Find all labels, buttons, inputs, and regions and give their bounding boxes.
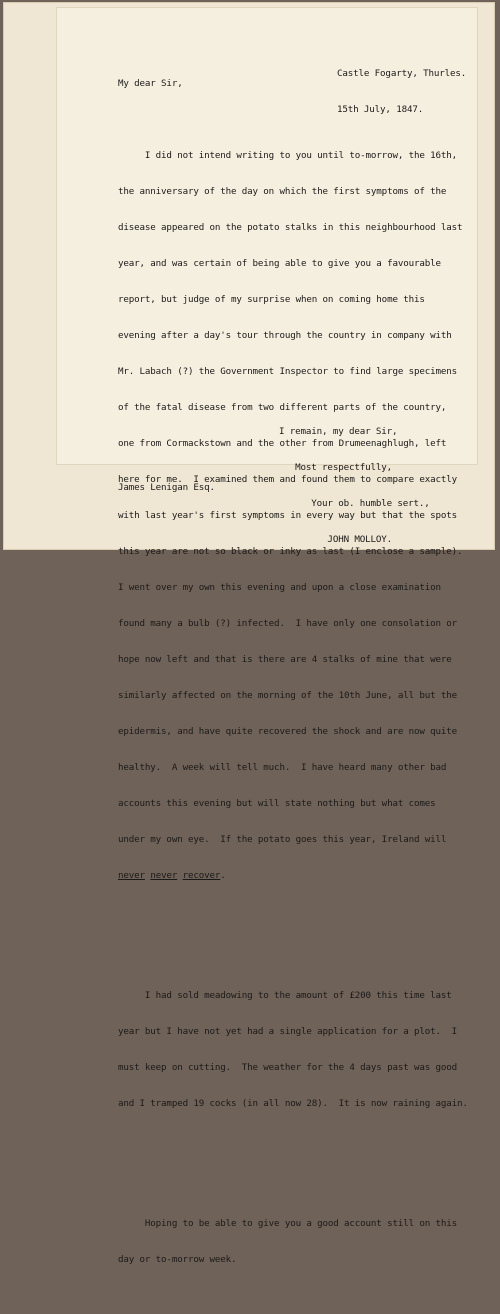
body-line-last: never never recover.	[118, 870, 226, 881]
salutation: My dear Sir,	[118, 78, 183, 89]
body-line: hope now left and that is there are 4 stalks of mine that were	[118, 654, 452, 665]
body-line: must keep on cutting. The weather for the 4 days past was good	[118, 1062, 458, 1073]
addressee: James Lenigan Esq.	[118, 482, 215, 493]
body-line: one from Cormackstown and the other from Drumeenaghlugh, left	[118, 438, 447, 449]
closing-line: Most respectfully,	[279, 462, 393, 473]
closing-line: Your ob. humble sert.,	[279, 498, 430, 509]
body-line: disease appeared on the potato stalks in this neighbourhood last	[118, 222, 463, 233]
paragraph-3	[118, 1194, 468, 1290]
closing-block	[279, 402, 430, 570]
body-line: the anniversary of the day on which the first symptoms of the	[118, 186, 447, 197]
underlined-word: recover	[182, 870, 221, 881]
body-line: here for me. I examined them and found them to compare exactly	[118, 474, 458, 485]
body-line: I went over my own this evening and upon a close examination	[118, 582, 441, 593]
address-line-place: Castle Fogarty, Thurles.	[337, 68, 467, 79]
body-line: and I tramped 19 cocks (in all now 28). It is now raining again.	[118, 1098, 468, 1109]
body-line: epidermis, and have quite recovered the shock and are now quite	[118, 726, 458, 737]
body-line: similarly affected on the morning of the 10th June, all but the	[118, 690, 458, 701]
body-line: evening after a day's tour through the country in company with	[118, 330, 452, 341]
body-line: this year are not so black or inky as last (I enclose a sample).	[118, 546, 463, 557]
body-line: accounts this evening but will state nothing but what comes	[118, 798, 436, 809]
paragraph-2	[118, 966, 468, 1134]
letter-sheet	[57, 8, 477, 1265]
body-line: year, and was certain of being able to give you a favourable	[118, 258, 441, 269]
body-line: Mr. Labach (?) the Government Inspector to find large specimens	[118, 366, 458, 377]
body-line: with last year's first symptoms in every way but that the spots	[118, 510, 458, 521]
body-line: of the fatal disease from two different parts of the country,	[118, 402, 447, 413]
address-line-date: 15th July, 1847.	[337, 104, 424, 115]
letter-body	[118, 102, 468, 1314]
body-line: found many a bulb (?) infected. I have only one consolation or	[118, 618, 458, 629]
underlined-word: never	[150, 870, 178, 881]
signature: JOHN MOLLOY.	[279, 534, 393, 545]
body-line: Hoping to be able to give you a good account still on this	[118, 1218, 458, 1229]
body-line: report, but judge of my surprise when on coming home this	[118, 294, 425, 305]
body-line: day or to-morrow week.	[118, 1254, 237, 1265]
body-line: year but I have not yet had a single application for a plot. I	[118, 1026, 458, 1037]
body-line: I had sold meadowing to the amount of £200 this time last	[118, 990, 452, 1001]
closing-line: I remain, my dear Sir,	[279, 426, 398, 437]
underlined-word: never	[118, 870, 145, 881]
body-line: I did not intend writing to you until to-morrow, the 16th,	[118, 150, 458, 161]
body-line: healthy. A week will tell much. I have heard many other bad	[118, 762, 447, 773]
body-line: under my own eye. If the potato goes this year, Ireland will	[118, 834, 447, 845]
